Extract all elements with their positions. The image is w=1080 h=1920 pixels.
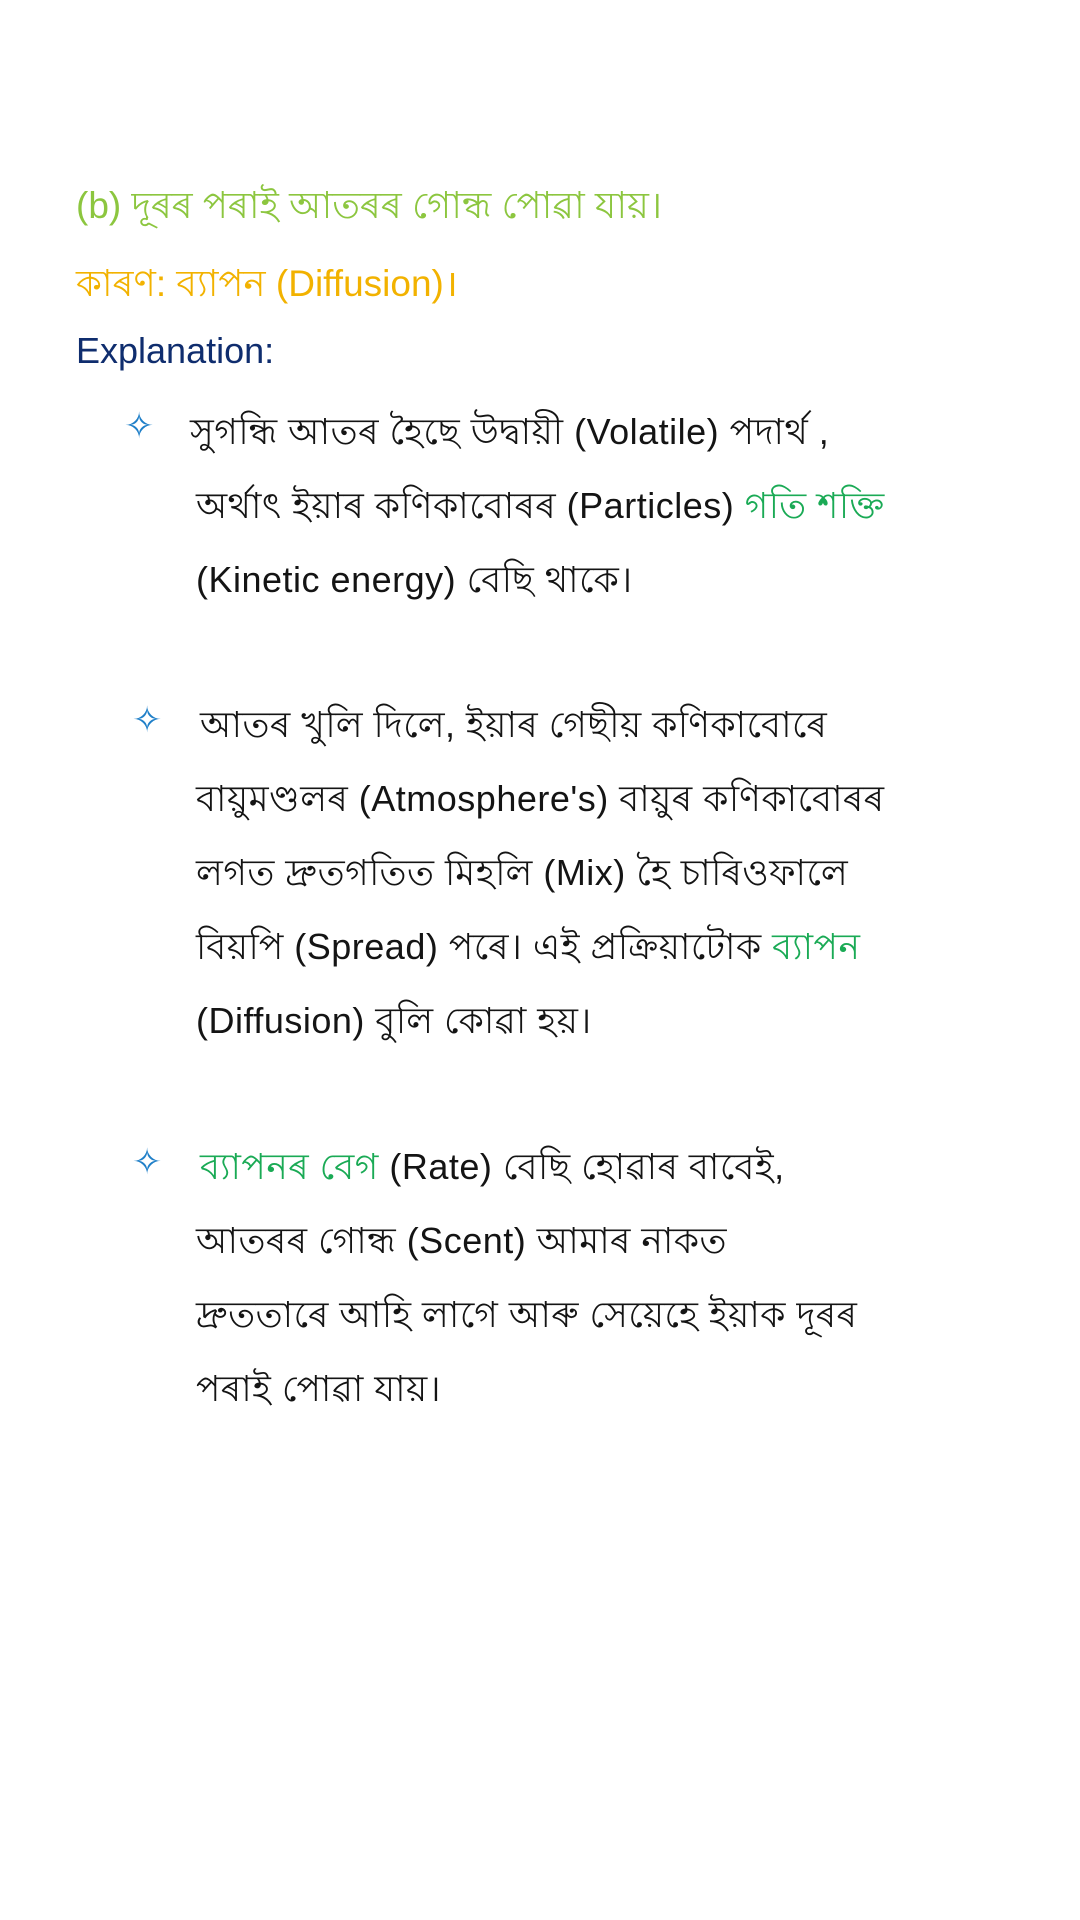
point-2-line-4: বিয়পি (Spread) পৰে। এই প্ৰক্ৰিয়াটোক ব্যাপন: [196, 926, 861, 967]
explanation-label: Explanation:: [76, 330, 275, 371]
point-2-line-1: আতৰ খুলি দিলে, ইয়াৰ গেছীয় কণিকাবোৰে: [200, 704, 828, 745]
point-3-line-4: পৰাই পোৱা যায়।: [196, 1368, 442, 1409]
point-2-line-5: (Diffusion) বুলি কোৱা হয়।: [196, 1000, 592, 1041]
bullet-diamond-icon: ✧: [124, 405, 155, 446]
point-2-line-3: লগত দ্ৰুতগতিত মিহলি (Mix) হৈ চাৰিওফালে: [196, 852, 849, 893]
reason-line: কাৰণ: ব্যাপন (Diffusion)।: [76, 263, 458, 304]
point-2-line-2: বায়ুমণ্ডলৰ (Atmosphere's) বায়ুৰ কণিকাবোৰৰ: [196, 778, 885, 819]
point-3-line-2: আতৰৰ গোন্ধ (Scent) আমাৰ নাকত: [196, 1220, 728, 1261]
bullet-diamond-icon: ✧: [132, 699, 163, 740]
point-3-line-1: ব্যাপনৰ বেগ (Rate) বেছি হোৱাৰ বাবেই,: [200, 1146, 785, 1187]
point-3-line-3: দ্ৰুততাৰে আহি লাগে আৰু সেয়েহে ইয়াক দূৰৰ: [196, 1294, 858, 1335]
point-1-line-3: (Kinetic energy) বেছি থাকে।: [196, 559, 633, 600]
point-1-line-2: অৰ্থাৎ ইয়াৰ কণিকাবোৰৰ (Particles) গতি শক্তি: [196, 485, 885, 526]
point-1-line-1: সুগন্ধি আতৰ হৈছে উদ্বায়ী (Volatile) পদাৰ্থ ,: [190, 411, 830, 452]
bullet-diamond-icon: ✧: [132, 1141, 163, 1182]
question-heading: (b) দূৰৰ পৰাই আতৰৰ গোন্ধ পোৱা যায়।: [76, 185, 663, 226]
